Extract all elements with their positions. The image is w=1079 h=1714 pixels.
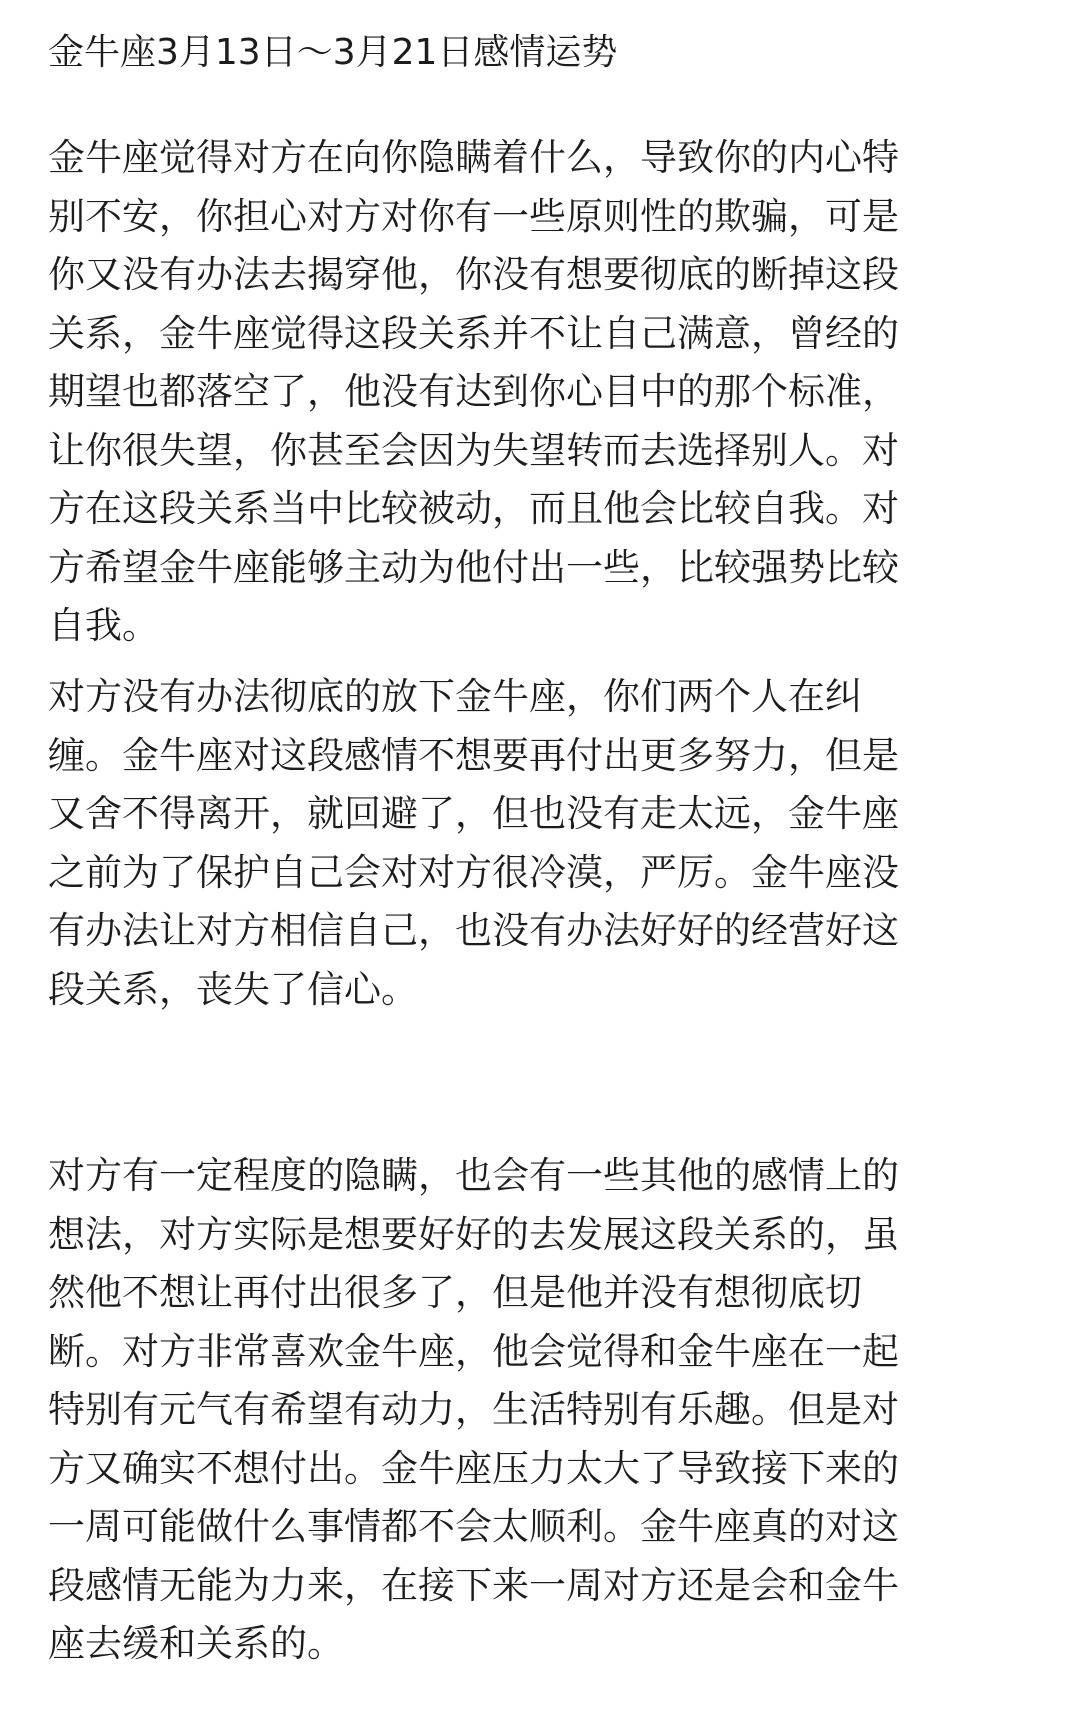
paragraph-line: 期望也都落空了，他没有达到你心目中的那个标准， bbox=[48, 370, 899, 413]
paragraph-line: 座去缓和关系的。 bbox=[48, 1622, 344, 1665]
paragraph-line: 之前为了保护自己会对对方很冷漠，严厉。金牛座没 bbox=[48, 850, 899, 894]
paragraph-line: 对方没有办法彻底的放下金牛座，你们两个人在纠 bbox=[48, 675, 862, 718]
paragraph-line: 段关系，丧失了信心。 bbox=[48, 967, 418, 1011]
paragraph-1 bbox=[48, 129, 1028, 656]
paragraph-3 bbox=[48, 1147, 1028, 1674]
paragraph-line: 你又没有办法去揭穿他，你没有想要彻底的断掉这段 bbox=[48, 253, 899, 296]
paragraph-line: 关系，金牛座觉得这段关系并不让自己满意，曾经的 bbox=[48, 311, 899, 355]
paragraph-line: 特别有元气有希望有动力，生活特别有乐趣。但是对 bbox=[48, 1388, 899, 1431]
paragraph-line: 一周可能做什么事情都不会太顺利。金牛座真的对这 bbox=[48, 1505, 899, 1548]
paragraph-line: 方又确实不想付出。金牛座压力太大了导致接下来的 bbox=[48, 1446, 899, 1490]
paragraph-2 bbox=[48, 668, 1028, 1019]
paragraph-line: 自我。 bbox=[48, 604, 159, 647]
paragraph-line: 别不安，你担心对方对你有一些原则性的欺骗，可是 bbox=[48, 194, 899, 238]
paragraph-line: 想法，对方实际是想要好好的去发展这段关系的，虽 bbox=[48, 1212, 899, 1256]
paragraph-line: 方希望金牛座能够主动为他付出一些，比较强势比较 bbox=[48, 545, 899, 589]
article-title: 金牛座3月13日～3月21日感情运势 bbox=[48, 32, 618, 73]
paragraph-line: 段感情无能为力来，在接下来一周对方还是会和金牛 bbox=[48, 1563, 899, 1607]
paragraph-line: 对方有一定程度的隐瞒，也会有一些其他的感情上的 bbox=[48, 1154, 899, 1197]
paragraph-line: 缠。金牛座对这段感情不想要再付出更多努力，但是 bbox=[48, 733, 899, 777]
paragraph-line: 金牛座觉得对方在向你隐瞒着什么，导致你的内心特 bbox=[48, 136, 899, 179]
paragraph-line: 又舍不得离开，就回避了，但也没有走太远，金牛座 bbox=[48, 792, 899, 835]
paragraph-line: 让你很失望，你甚至会因为失望转而去选择别人。对 bbox=[48, 428, 899, 472]
paragraph-line: 方在这段关系当中比较被动，而且他会比较自我。对 bbox=[48, 487, 899, 530]
paragraph-line: 有办法让对方相信自己，也没有办法好好的经营好这 bbox=[48, 909, 899, 952]
paragraph-line: 然他不想让再付出很多了，但是他并没有想彻底切 bbox=[48, 1271, 862, 1314]
paragraph-line: 断。对方非常喜欢金牛座，他会觉得和金牛座在一起 bbox=[48, 1329, 899, 1373]
